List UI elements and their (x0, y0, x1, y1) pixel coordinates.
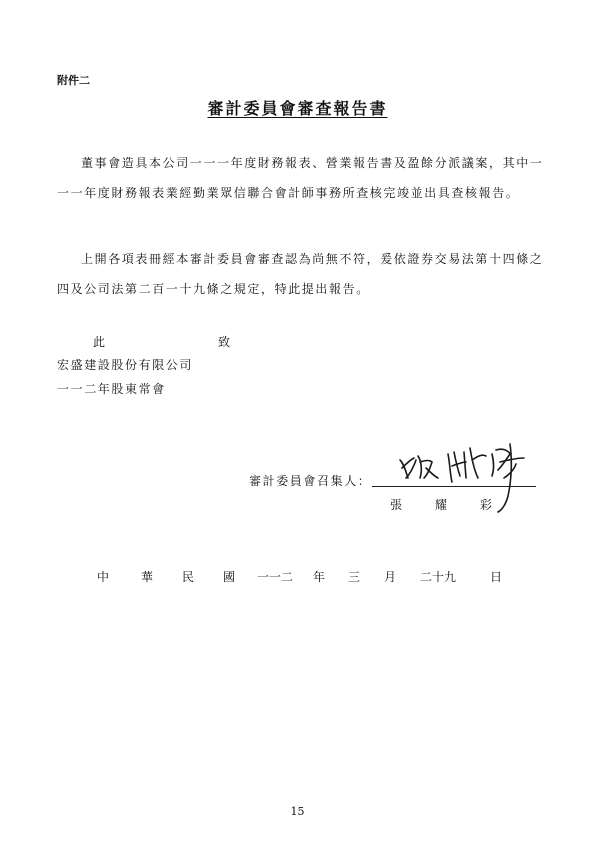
date-day: 二十九 (420, 570, 457, 584)
convener-label: 審計委員會召集人： (249, 474, 372, 488)
page-number: 15 (290, 805, 305, 818)
date-yue: 月 (384, 570, 397, 584)
date-year: 一一二 (257, 570, 294, 584)
recipient-meeting: 一一二年股東常會 (57, 382, 166, 396)
signer-name-char-2: 耀 (435, 498, 448, 512)
signer-name-char-1: 張 (390, 498, 403, 512)
date-zhong: 中 (97, 570, 110, 584)
document-title-text: 審計委員會審查報告書 (207, 99, 388, 118)
recipient-company: 宏盛建設股份有限公司 (57, 358, 194, 372)
closing-ci: 此 (93, 335, 107, 349)
document-title (0, 96, 595, 119)
date-hua: 華 (141, 570, 154, 584)
handwritten-signature (392, 438, 542, 514)
attachment-label: 附件二 (57, 74, 90, 87)
closing-zhi: 致 (218, 335, 232, 349)
date-nian: 年 (313, 570, 326, 584)
signer-name-char-3: 彩 (480, 498, 493, 512)
date-ri: 日 (490, 570, 503, 584)
date-min: 民 (182, 570, 195, 584)
paragraph-2: 上開各項表冊經本審計委員會審查認為尚無不符，爰依證券交易法第十四條之四及公司法第二百一十九條之規定，特此提出報告。 (57, 252, 544, 296)
date-guo: 國 (223, 570, 236, 584)
paragraph-1: 董事會造具本公司一一一年度財務報表、營業報告書及盈餘分派議案，其中一一一年度財務報表業經勤業眾信聯合會計師事務所查核完竣並出具查核報告。 (57, 156, 544, 200)
date-month: 三 (348, 570, 361, 584)
